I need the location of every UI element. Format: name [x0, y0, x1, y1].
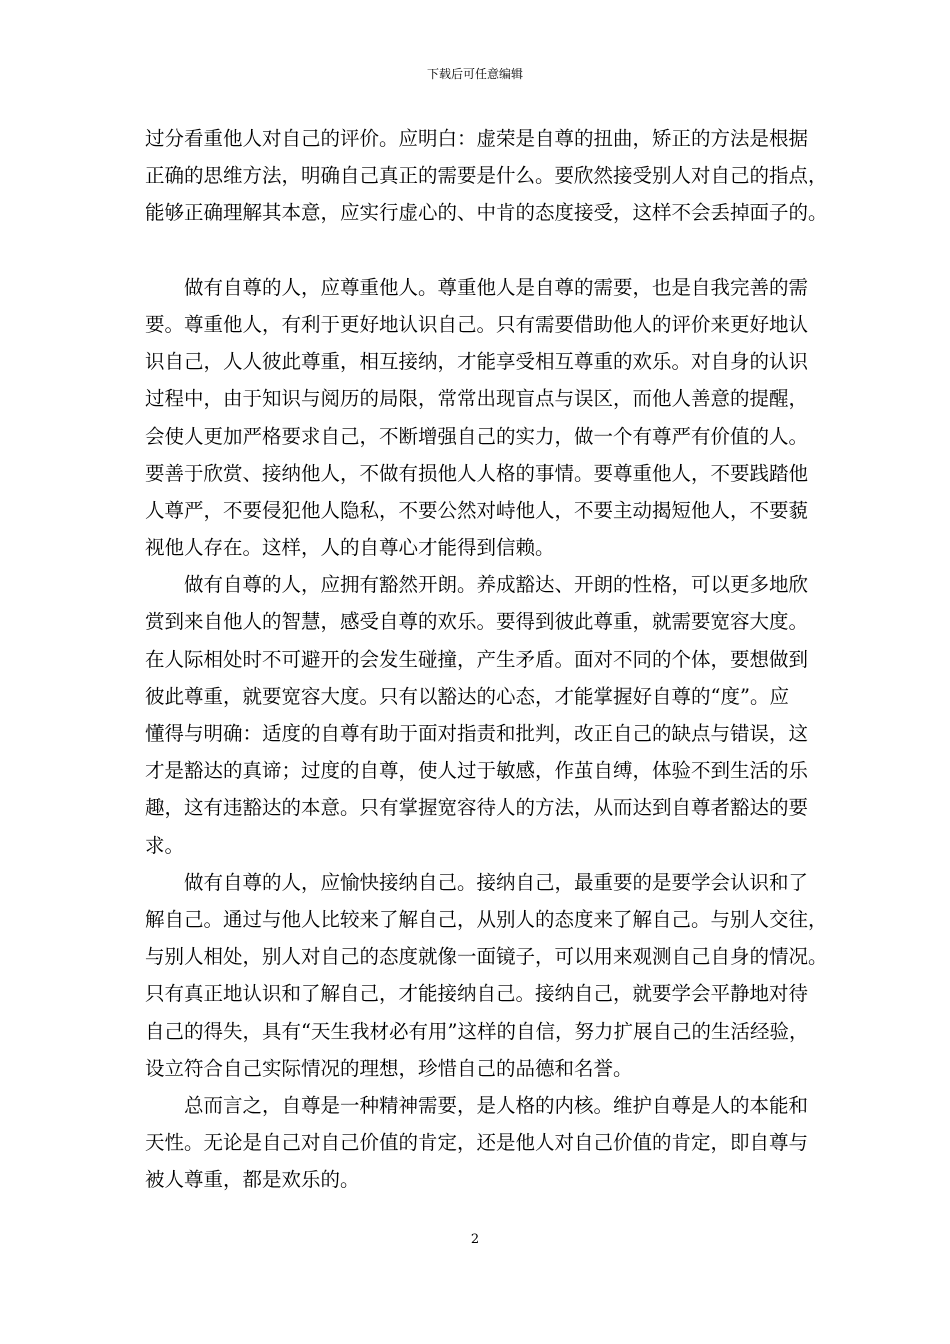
paragraph — [145, 864, 828, 1087]
text-line: 正确的思维方法，明确自己真正的需要是什么。要欣然接受别人对自己的指点， — [145, 164, 828, 188]
document-body — [145, 120, 828, 1198]
text-line: 与别人相处，别人对自己的态度就像一面镜子，可以用来观测自己自身的情况。 — [145, 945, 828, 969]
page-header: 下载后可任意编辑 — [426, 67, 523, 81]
text-line: 过程中，由于知识与阅历的局限，常常出现盲点与误区，而他人善意的提醒， — [145, 387, 809, 411]
text-line: 天性。无论是自己对自己价值的肯定，还是他人对自己价值的肯定，即自尊与 — [145, 1131, 809, 1155]
text-line: 做有自尊的人，应愉快接纳自己。接纳自己，最重要的是要学会认识和了 — [184, 870, 809, 894]
text-line: 总而言之，自尊是一种精神需要，是人格的内核。维护自尊是人的本能和 — [184, 1093, 809, 1117]
text-line: 视他人存在。这样，人的自尊心才能得到信赖。 — [145, 536, 555, 560]
text-line: 在人际相处时不可避开的会发生碰撞，产生矛盾。面对不同的个体，要想做到 — [145, 647, 809, 671]
text-line: 赏到来自他人的智慧，感受自尊的欢乐。要得到彼此尊重，就需要宽容大度。 — [145, 610, 809, 634]
text-line: 被人尊重，都是欢乐的。 — [145, 1168, 360, 1192]
text-line: 设立符合自己实际情况的理想，珍惜自己的品德和名誉。 — [145, 1056, 633, 1080]
text-line: 过分看重他人对自己的评价。应明白：虚荣是自尊的扭曲，矫正的方法是根据 — [145, 127, 809, 150]
text-line: 要。尊重他人，有利于更好地认识自己。只有需要借助他人的评价来更好地认 — [145, 312, 809, 336]
text-line: 彼此尊重，就要宽容大度。只有以豁达的心态，才能掌握好自尊的“度”。应 — [145, 684, 789, 708]
text-line: 只有真正地认识和了解自己，才能接纳自己。接纳自己，就要学会平静地对待 — [145, 982, 809, 1006]
paragraph — [145, 566, 813, 864]
text-line: 求。 — [145, 833, 185, 857]
text-line: 要善于欣赏、接纳他人，不做有损他人人格的事情。要尊重他人，不要践踏他 — [145, 461, 809, 485]
paragraph — [145, 1087, 813, 1199]
text-line: 人尊严，不要侵犯他人隐私，不要公然对峙他人，不要主动揭短他人，不要藐 — [145, 498, 809, 522]
paragraph-spacer — [145, 232, 813, 269]
text-line: 才是豁达的真谛；过度的自尊，使人过于敏感，作茧自缚，体验不到生活的乐 — [145, 759, 809, 783]
text-line: 能够正确理解其本意，应实行虚心的、中肯的态度接受，这样不会丢掉面子的。 — [145, 201, 828, 225]
text-line: 懂得与明确：适度的自尊有助于面对指责和批判，改正自己的缺点与错误，这 — [145, 722, 809, 745]
text-line: 会使人更加严格要求自己，不断增强自己的实力，做一个有尊严有价值的人。 — [145, 424, 809, 448]
text-line: 识自己，人人彼此尊重，相互接纳，才能享受相互尊重的欢乐。对自身的认识 — [145, 350, 809, 374]
text-line: 解自己。通过与他人比较来了解自己，从别人的态度来了解自己。与别人交往， — [145, 907, 828, 931]
text-line: 自己的得失，具有“天生我材必有用”这样的自信，努力扩展自己的生活经验， — [145, 1019, 809, 1043]
text-line: 趣，这有违豁达的本意。只有掌握宽容待人的方法，从而达到自尊者豁达的要 — [145, 796, 809, 820]
page-number: 2 — [470, 1232, 480, 1247]
paragraph — [145, 269, 813, 567]
text-line: 做有自尊的人，应尊重他人。尊重他人是自尊的需要，也是自我完善的需 — [184, 275, 809, 299]
paragraph — [145, 120, 828, 232]
text-line: 做有自尊的人，应拥有豁然开朗。养成豁达、开朗的性格，可以更多地欣 — [184, 573, 809, 597]
